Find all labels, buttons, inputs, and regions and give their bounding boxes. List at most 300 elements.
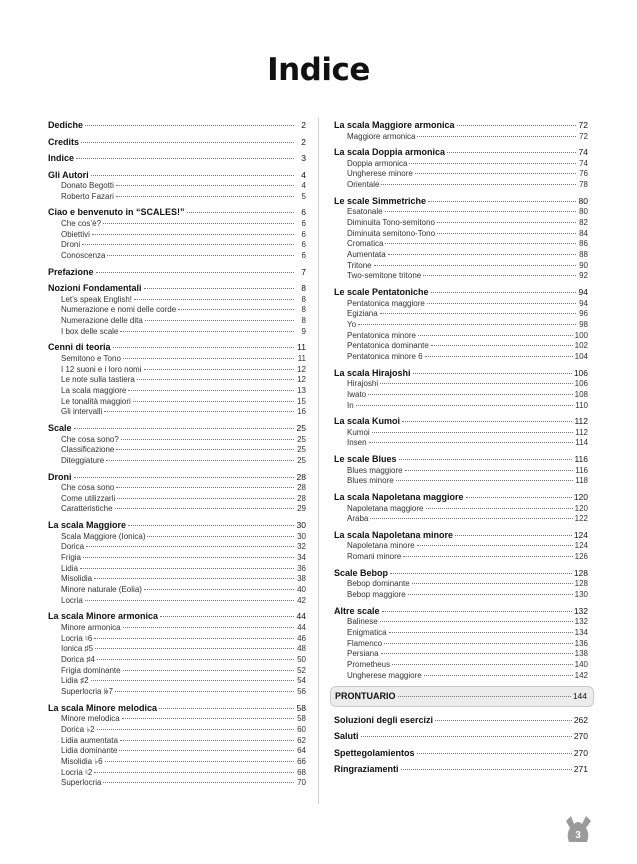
leader-dots	[466, 497, 572, 498]
toc-entry-page: 28	[297, 493, 306, 503]
toc-entry-title: Dediche	[48, 120, 84, 130]
toc-entry-page: 60	[297, 724, 306, 734]
toc-entry-page: 11	[297, 353, 306, 363]
toc-entry-page: 132	[574, 617, 588, 627]
toc-entry-page: 4	[301, 169, 306, 180]
toc-entry-page: 128	[574, 579, 588, 589]
toc-entry-title: Kumoi	[347, 427, 370, 437]
toc-chapter[interactable]	[334, 606, 588, 618]
toc-entry-page: 58	[296, 702, 306, 713]
toc-entry-title: Droni	[61, 240, 81, 250]
leader-dots	[105, 761, 294, 762]
toc-subentry[interactable]	[48, 365, 306, 376]
toc-chapter[interactable]	[334, 748, 588, 760]
toc-entry-title: La scala Maggiore	[48, 520, 127, 531]
toc-subentry[interactable]	[334, 617, 588, 628]
toc-entry-page: 94	[578, 287, 588, 298]
toc-entry-page: 11	[297, 342, 306, 353]
toc-entry-title: Che cosa sono	[61, 483, 115, 493]
toc-section	[334, 416, 588, 449]
toc-entry-page: 98	[579, 319, 588, 329]
toc-entry-page: 32	[297, 542, 306, 552]
column-divider	[318, 118, 319, 804]
toc-entry-page: 12	[297, 375, 306, 385]
toc-chapter[interactable]	[334, 731, 588, 743]
toc-entry-prontuario[interactable]	[335, 691, 587, 703]
toc-entry-title: Locria	[61, 595, 83, 605]
toc-entry-page: 44	[297, 622, 306, 632]
leader-dots	[369, 442, 574, 443]
toc-subentry[interactable]	[334, 299, 588, 310]
toc-chapter[interactable]	[334, 715, 588, 727]
toc-subentry[interactable]	[334, 180, 588, 191]
toc-subentry[interactable]	[334, 132, 588, 143]
toc-section	[334, 454, 588, 487]
toc-entry-title: PRONTUARIO	[335, 691, 396, 702]
toc-subentry[interactable]	[334, 552, 588, 563]
toc-subentry[interactable]	[48, 757, 306, 768]
toc-entry-title: Le scale Pentatoniche	[334, 287, 429, 298]
toc-entry-page: 108	[574, 389, 588, 399]
toc-entry-page: 142	[574, 670, 588, 680]
toc-entry-page: 8	[301, 294, 306, 304]
toc-subentry[interactable]	[48, 456, 306, 467]
toc-subentry[interactable]	[334, 639, 588, 650]
toc-subentry[interactable]	[48, 564, 306, 575]
toc-entry-title: Prometheus	[347, 659, 391, 669]
toc-entry-title: La scala Doppia armonica	[334, 147, 446, 158]
toc-subentry[interactable]	[48, 623, 306, 634]
toc-entry-title: Le scale Blues	[334, 454, 397, 465]
toc-subentry[interactable]	[48, 585, 306, 596]
toc-entry-title: Iwato	[347, 389, 367, 399]
toc-entry-page: 122	[574, 514, 588, 524]
leader-dots	[120, 740, 294, 741]
toc-entry-title: Egiziana	[347, 309, 378, 319]
leader-dots	[384, 643, 573, 644]
toc-chapter[interactable]	[334, 368, 588, 380]
toc-subentry[interactable]	[334, 159, 588, 170]
leader-dots	[358, 324, 576, 325]
leader-dots	[106, 460, 294, 461]
toc-entry-page: 94	[579, 298, 588, 308]
toc-entry-title: Bebop maggiore	[347, 589, 406, 599]
toc-entry-title: Saluti	[334, 731, 359, 742]
toc-subentry[interactable]	[334, 379, 588, 390]
toc-entry-title: Superlocria 𝄫7	[61, 687, 113, 697]
leader-dots	[96, 272, 294, 273]
toc-subentry[interactable]	[48, 316, 306, 327]
toc-subentry[interactable]	[48, 407, 306, 418]
toc-chapter[interactable]	[48, 120, 306, 132]
toc-entry-title: Locria ♮6	[61, 633, 93, 643]
toc-entry-title: La scala Kumoi	[334, 416, 401, 427]
toc-entry-page: 56	[297, 687, 306, 697]
toc-subentry[interactable]	[48, 644, 306, 655]
toc-entry-page: 34	[297, 553, 306, 562]
toc-entry-title: Minore naturale (Eolia)	[61, 585, 142, 595]
leader-dots	[85, 125, 294, 126]
leader-dots	[370, 518, 572, 519]
toc-section	[48, 267, 306, 279]
toc-entry-title: Lidia dominante	[61, 746, 118, 756]
toc-chapter[interactable]	[48, 137, 306, 149]
toc-entry-page: 25	[297, 434, 306, 444]
leader-dots	[113, 347, 294, 348]
toc-subentry[interactable]	[48, 532, 306, 543]
toc-subentry[interactable]	[334, 331, 588, 342]
toc-subentry[interactable]	[334, 590, 588, 601]
toc-subentry[interactable]	[48, 714, 306, 725]
toc-subentry[interactable]	[334, 649, 588, 660]
leader-dots	[428, 201, 576, 202]
toc-entry-title: I 12 suoni e i loro nomi	[61, 364, 142, 374]
page-number-badge	[560, 812, 596, 848]
toc-chapter[interactable]	[48, 520, 306, 532]
toc-subentry[interactable]	[334, 239, 588, 250]
toc-entry-title: Come utilizzarli	[61, 493, 116, 503]
toc-subentry[interactable]	[48, 435, 306, 446]
toc-entry-title: Doppia armonica	[347, 158, 408, 168]
toc-entry-page: 96	[579, 309, 588, 319]
toc-subentry[interactable]	[48, 666, 306, 677]
toc-section	[48, 611, 306, 697]
leader-dots	[115, 691, 294, 692]
leader-dots	[117, 498, 294, 499]
leader-dots	[399, 459, 573, 460]
toc-subentry[interactable]	[48, 483, 306, 494]
leader-dots	[408, 594, 573, 595]
toc-entry-title: Superlocria	[61, 778, 102, 788]
toc-entry-title: Droni	[48, 471, 72, 482]
toc-entry-page: 58	[297, 714, 306, 724]
toc-subentry[interactable]	[48, 494, 306, 505]
leader-dots	[431, 292, 576, 293]
leader-dots	[128, 390, 294, 391]
leader-dots	[403, 556, 572, 557]
toc-section	[48, 472, 306, 516]
toc-subentry[interactable]	[48, 746, 306, 757]
toc-chapter[interactable]	[334, 530, 588, 542]
toc-entry-page: 124	[574, 541, 588, 551]
leader-dots	[380, 383, 573, 384]
leader-dots	[119, 750, 294, 751]
toc-subentry[interactable]	[334, 169, 588, 180]
toc-entry-title: Hirajoshi	[347, 379, 379, 389]
toc-entry-page: 6	[301, 250, 306, 260]
toc-chapter[interactable]	[48, 170, 306, 182]
toc-entry-page: 2	[301, 136, 306, 147]
leader-dots	[187, 212, 294, 213]
leader-dots	[396, 480, 574, 481]
toc-subentry[interactable]	[334, 207, 588, 218]
toc-entry-title: I box delle scale	[61, 326, 119, 336]
toc-entry-page: 4	[301, 181, 306, 190]
leader-dots	[92, 234, 294, 235]
toc-entry-title: Che cos’è?	[61, 218, 102, 228]
toc-entry-page: 64	[297, 746, 306, 756]
leader-dots	[144, 589, 294, 590]
toc-subentry[interactable]	[48, 251, 306, 262]
toc-entry-page: 106	[574, 379, 588, 389]
leader-dots	[80, 568, 294, 569]
leader-dots	[412, 583, 573, 584]
toc-entry-title: Credits	[48, 136, 80, 147]
toc-subentry[interactable]	[48, 596, 306, 607]
toc-chapter[interactable]	[48, 267, 306, 279]
toc-chapter[interactable]	[334, 492, 588, 504]
toc-subentry[interactable]	[48, 553, 306, 564]
leader-dots	[409, 163, 576, 164]
toc-entry-page: 120	[573, 492, 588, 502]
leader-dots	[83, 557, 294, 558]
toc-section	[334, 120, 588, 142]
toc-section	[48, 342, 306, 418]
leader-dots	[137, 379, 294, 380]
toc-chapter[interactable]	[334, 196, 588, 208]
leader-dots	[116, 449, 294, 450]
toc-entry-title: Misolidia	[61, 574, 93, 584]
leader-dots	[382, 611, 572, 612]
toc-entry-page: 124	[573, 529, 588, 540]
toc-subentry[interactable]	[48, 542, 306, 553]
toc-subentry[interactable]	[334, 309, 588, 320]
leader-dots	[405, 470, 574, 471]
leader-dots	[91, 680, 294, 681]
toc-section	[334, 568, 588, 601]
toc-entry-page: 72	[578, 120, 588, 130]
leader-dots	[368, 394, 573, 395]
toc-section	[334, 287, 588, 363]
toc-chapter[interactable]	[48, 472, 306, 484]
toc-entry-page: 90	[579, 260, 588, 270]
leader-dots	[417, 753, 572, 754]
toc-subentry[interactable]	[48, 230, 306, 241]
toc-subentry[interactable]	[48, 354, 306, 365]
toc-section	[334, 147, 588, 191]
toc-section	[48, 170, 306, 203]
toc-entry-title: Yo	[347, 319, 357, 329]
leader-dots	[390, 573, 572, 574]
toc-subentry[interactable]	[334, 401, 588, 412]
toc-subentry[interactable]	[334, 261, 588, 272]
toc-subentry[interactable]	[334, 438, 588, 449]
toc-subentry[interactable]	[48, 219, 306, 230]
toc-subentry[interactable]	[334, 514, 588, 525]
toc-entry-page: 42	[297, 595, 306, 605]
toc-entry-page: 46	[297, 633, 306, 643]
toc-subentry[interactable]	[48, 445, 306, 456]
leader-dots	[401, 769, 572, 770]
toc-subentry[interactable]	[48, 778, 306, 789]
toc-chapter[interactable]	[334, 147, 588, 159]
toc-chapter[interactable]	[48, 703, 306, 715]
toc-entry-page: 30	[297, 531, 306, 541]
toc-entry-title: Two-semitone tritone	[347, 271, 422, 281]
leader-dots	[418, 335, 573, 336]
toc-subentry[interactable]	[334, 476, 588, 487]
toc-left-column	[48, 120, 306, 794]
toc-entry-page: 136	[574, 638, 588, 648]
toc-section	[334, 606, 588, 682]
toc-entry-page: 270	[573, 747, 588, 758]
toc-right-tail	[334, 715, 588, 776]
toc-chapter[interactable]	[48, 611, 306, 623]
toc-subentry[interactable]	[334, 341, 588, 352]
toc-subentry[interactable]	[48, 386, 306, 397]
toc-subentry[interactable]	[334, 579, 588, 590]
toc-chapter[interactable]	[334, 287, 588, 299]
toc-entry-page: 138	[574, 649, 588, 659]
toc-entry-page: 8	[301, 316, 306, 325]
toc-entry-title: Diminuita Tono-semitono	[347, 217, 435, 227]
toc-entry-title: Diteggiature	[61, 455, 105, 465]
toc-entry-title: La scala Napoletana maggiore	[334, 492, 464, 502]
toc-subentry[interactable]	[334, 504, 588, 515]
toc-chapter[interactable]	[334, 568, 588, 580]
leader-dots	[402, 421, 572, 422]
toc-subentry[interactable]	[48, 397, 306, 408]
toc-entry-title: Minore armonica	[61, 622, 121, 632]
toc-subentry[interactable]	[334, 320, 588, 331]
toc-chapter[interactable]	[48, 423, 306, 435]
toc-entry-page: 54	[297, 676, 306, 686]
toc-entry-page: 102	[574, 341, 588, 351]
toc-subentry[interactable]	[48, 574, 306, 585]
toc-entry-page: 36	[297, 563, 306, 573]
toc-subentry[interactable]	[48, 687, 306, 698]
page-number: 3	[575, 830, 581, 841]
toc-entry-title: Napoletana maggiore	[347, 503, 424, 513]
toc-entry-title: Esatonale	[347, 207, 383, 217]
toc-chapter[interactable]	[48, 283, 306, 295]
toc-section	[334, 764, 588, 776]
toc-entry-title: Ionica ♯5	[61, 644, 94, 654]
toc-chapter[interactable]	[48, 207, 306, 219]
leader-dots	[425, 356, 573, 357]
toc-entry-page: 114	[575, 438, 588, 448]
leader-dots	[381, 653, 573, 654]
toc-entry-title: Cenni di teoria	[48, 342, 111, 353]
leader-dots	[94, 638, 294, 639]
toc-entry-title: Misolidia ♭6	[61, 757, 103, 766]
toc-entry-page: 120	[574, 503, 588, 513]
toc-entry-page: 25	[296, 423, 306, 433]
toc-subentry[interactable]	[48, 192, 306, 203]
leader-dots	[74, 477, 295, 478]
toc-entry-title: Le note sulla tastiera	[61, 375, 135, 385]
toc-entry-page: 106	[573, 367, 588, 378]
toc-entry-page: 25	[297, 455, 306, 465]
toc-chapter[interactable]	[48, 153, 306, 165]
toc-section	[334, 368, 588, 412]
toc-section	[334, 715, 588, 727]
toc-subentry[interactable]	[48, 634, 306, 645]
toc-entry-page: 92	[579, 271, 588, 281]
leader-dots	[178, 309, 294, 310]
leader-dots	[144, 288, 295, 289]
toc-entry-title: Gli intervalli	[61, 407, 103, 417]
toc-entry-page: 80	[578, 195, 588, 206]
toc-subentry[interactable]	[334, 271, 588, 282]
toc-entry-page: 74	[578, 147, 588, 158]
toc-chapter[interactable]	[334, 416, 588, 428]
toc-entry-page: 110	[575, 400, 588, 410]
toc-chapter[interactable]	[334, 764, 588, 776]
toc-subentry[interactable]	[48, 504, 306, 515]
toc-chapter[interactable]	[334, 120, 588, 132]
leader-dots	[389, 632, 573, 633]
toc-entry-page: 70	[297, 778, 306, 788]
toc-entry-title: Cromatica	[347, 239, 384, 249]
toc-entry-title: La scala Minore melodica	[48, 702, 158, 713]
leader-dots	[97, 659, 294, 660]
toc-subentry[interactable]	[334, 250, 588, 261]
toc-entry-page: 40	[297, 585, 306, 595]
toc-subentry[interactable]	[334, 229, 588, 240]
toc-entry-title: Le tonalità maggiori	[61, 396, 131, 406]
leader-dots	[116, 185, 294, 186]
toc-subentry[interactable]	[48, 725, 306, 736]
leader-dots	[374, 265, 576, 266]
leader-dots	[455, 535, 572, 536]
leader-dots	[95, 648, 294, 649]
toc-entry-page: 30	[296, 520, 306, 531]
toc-entry-title: Insen	[347, 438, 367, 448]
toc-subentry[interactable]	[48, 736, 306, 747]
leader-dots	[86, 546, 294, 547]
leader-dots	[107, 255, 294, 256]
toc-subentry[interactable]	[48, 295, 306, 306]
toc-subentry[interactable]	[48, 240, 306, 251]
leader-dots	[423, 275, 576, 276]
toc-subentry[interactable]	[48, 768, 306, 779]
toc-subentry[interactable]	[48, 655, 306, 666]
toc-entry-title: Romani minore	[347, 552, 402, 562]
toc-entry-title: Nozioni Fondamentali	[48, 283, 142, 294]
leader-dots	[380, 313, 576, 314]
toc-subentry[interactable]	[334, 390, 588, 401]
toc-subentry[interactable]	[334, 218, 588, 229]
toc-subentry[interactable]	[334, 541, 588, 552]
toc-subentry[interactable]	[334, 671, 588, 682]
toc-entry-title: Persiana	[347, 649, 379, 659]
toc-entry-page: 28	[296, 471, 306, 482]
leader-dots	[94, 772, 294, 773]
toc-entry-page: 270	[573, 731, 588, 742]
toc-subentry[interactable]	[48, 327, 306, 338]
toc-subentry[interactable]	[334, 352, 588, 363]
toc-subentry[interactable]	[48, 676, 306, 687]
toc-subentry[interactable]	[48, 181, 306, 192]
toc-section	[48, 703, 306, 789]
toc-chapter[interactable]	[334, 454, 588, 466]
toc-subentry[interactable]	[334, 628, 588, 639]
toc-subentry[interactable]	[334, 466, 588, 477]
toc-subentry[interactable]	[334, 660, 588, 671]
toc-subentry[interactable]	[48, 375, 306, 386]
toc-entry-page: 6	[301, 229, 306, 239]
toc-entry-title: Scala Maggiore (Ionica)	[61, 531, 146, 541]
toc-entry-page: 140	[574, 659, 588, 669]
toc-subentry[interactable]	[334, 428, 588, 439]
toc-entry-page: 74	[579, 158, 588, 168]
toc-section	[334, 492, 588, 525]
toc-entry-title: Lidia ♯2	[61, 676, 89, 686]
toc-subentry[interactable]	[48, 305, 306, 316]
toc-entry-page: 5	[301, 191, 306, 201]
toc-chapter[interactable]	[48, 342, 306, 354]
